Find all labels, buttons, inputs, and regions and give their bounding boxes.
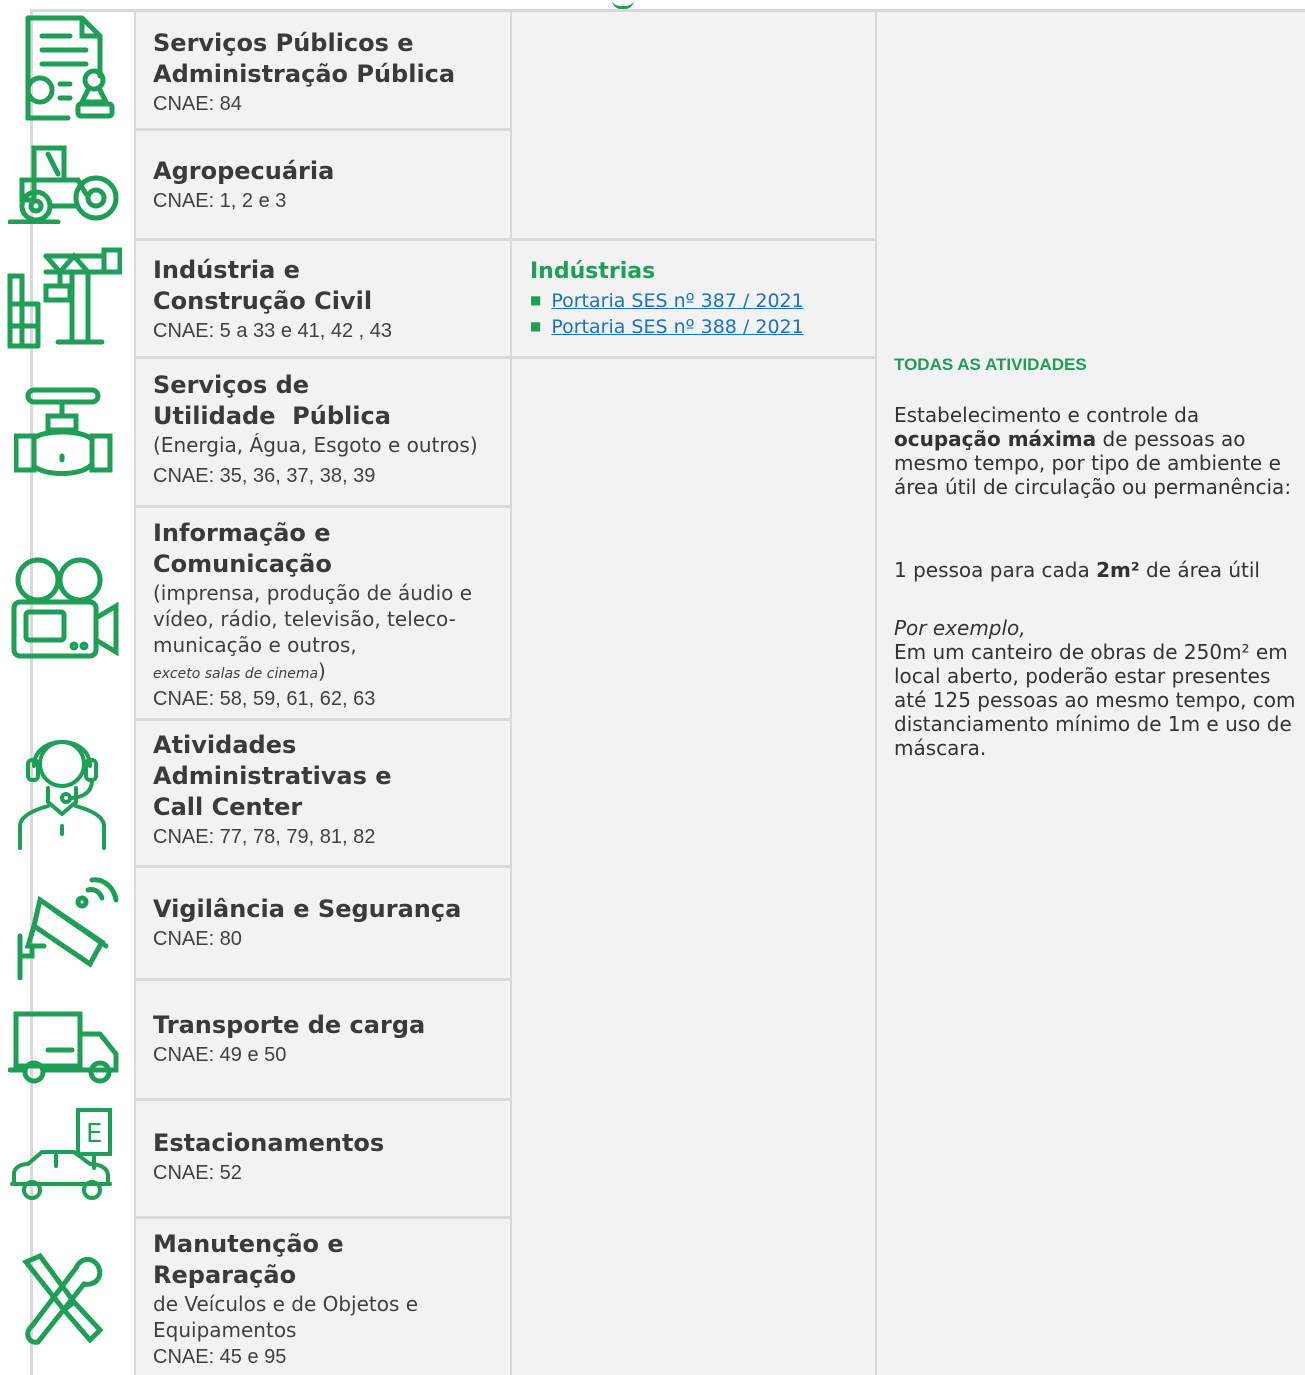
example-label: Por exemplo,: [894, 616, 1026, 640]
sector-cnae: CNAE: 5 a 33 e 41, 42 , 43: [153, 320, 393, 342]
sector-cnae: CNAE: 52: [153, 1162, 242, 1184]
bullet-icon: ■: [530, 293, 542, 307]
sector-cnae: CNAE: 77, 78, 79, 81, 82: [153, 826, 376, 848]
example-paragraph: [894, 616, 1302, 760]
row-divider: [134, 128, 510, 131]
sector-security: [153, 894, 503, 953]
sector-name-line1: Serviços de: [153, 371, 310, 399]
svg-text:E: E: [86, 1119, 103, 1149]
sector-freight: [153, 1010, 503, 1069]
portaria-387-label: Portaria SES nº 387 / 2021: [551, 290, 804, 312]
sector-name-line2: Reparação: [153, 1261, 297, 1289]
sector-description: (imprensa, produção de áudio e vídeo, rádio, televisão, teleco-municação e outros,: [153, 581, 473, 657]
ratio-text-b: de área útil: [1146, 558, 1260, 582]
occupancy-text-a: Estabelecimento e controle da: [894, 403, 1200, 427]
ratio-text-a: 1 pessoa para cada: [894, 558, 1090, 582]
ratio-bold: 2m²: [1096, 558, 1140, 582]
sector-administrative: [153, 730, 503, 851]
row-divider: [134, 238, 875, 241]
sector-name: Transporte de carga: [153, 1011, 426, 1039]
occupancy-bold: ocupação máxima: [894, 427, 1097, 451]
sector-description-note: exceto salas de cinema: [153, 666, 319, 682]
truck-icon: [8, 1010, 120, 1086]
security-camera-icon: [14, 876, 120, 980]
sector-name: Agropecuária: [153, 157, 335, 185]
row-divider: [134, 356, 875, 359]
tools-icon: [16, 1252, 108, 1348]
row-divider: [134, 1216, 510, 1219]
headset-agent-icon: [14, 730, 110, 850]
sector-cnae: CNAE: 45 e 95: [153, 1346, 287, 1368]
sector-name-line1: Atividades: [153, 731, 297, 759]
top-accent-mark: [612, 0, 634, 9]
sector-name: Estacionamentos: [153, 1129, 385, 1157]
sector-name-line1: Manutenção e: [153, 1230, 344, 1258]
sector-utilities: [153, 370, 503, 490]
parking-car-icon: [8, 1108, 118, 1208]
sector-communication: [153, 518, 498, 713]
sector-description-close: ): [318, 659, 326, 683]
tractor-icon: [8, 144, 120, 224]
sector-cnae: CNAE: 80: [153, 928, 242, 950]
sector-name-line2: Construção Civil: [153, 287, 373, 315]
sector-parking: [153, 1128, 503, 1187]
crane-icon: [6, 246, 122, 350]
row-divider: [134, 505, 510, 508]
sector-cnae: CNAE: 49 e 50: [153, 1044, 287, 1066]
all-activities-heading: TODAS AS ATIVIDADES: [894, 355, 1087, 374]
sector-cnae: CNAE: 1, 2 e 3: [153, 190, 287, 212]
portaria-388-link[interactable]: [530, 314, 860, 340]
sector-name-line3: Call Center: [153, 793, 303, 821]
industries-title: Indústrias: [530, 259, 656, 284]
portaria-388-label: Portaria SES nº 388 / 2021: [551, 316, 804, 338]
sector-industry: [153, 255, 503, 345]
protocol-column: [510, 12, 875, 1375]
sector-cnae: CNAE: 35, 36, 37, 38, 39: [153, 465, 376, 487]
video-camera-icon: [10, 556, 120, 660]
sector-cnae: CNAE: 58, 59, 61, 62, 63: [153, 688, 376, 710]
valve-pipe-icon: [14, 386, 114, 486]
occupancy-text-b: de pessoas ao mesmo tempo, por tipo de ambiente e área útil de circulação ou permanência:: [894, 427, 1292, 499]
row-divider: [134, 978, 510, 981]
sector-description: (Energia, Água, Esgoto e outros): [153, 433, 478, 457]
row-divider: [134, 865, 510, 868]
sector-public-services: [153, 28, 503, 118]
occupancy-paragraph: [894, 403, 1302, 499]
document-stamp-icon: [8, 14, 120, 122]
sector-description: de Veículos e de Objetos e Equipamentos: [153, 1292, 419, 1342]
bullet-icon: ■: [530, 319, 542, 333]
row-divider: [134, 718, 510, 721]
sector-name: Vigilância e Segurança: [153, 895, 462, 923]
industries-block: [530, 258, 860, 340]
sector-agriculture: [153, 156, 503, 215]
ratio-paragraph: [894, 558, 1302, 582]
example-text: Em um canteiro de obras de 250m² em local aberto, poderão estar presentes até 125 pessoas ao mesmo tempo, com distanciamento mínimo de 1m e uso de máscara.: [894, 640, 1296, 760]
portaria-387-link[interactable]: [530, 288, 860, 314]
sector-name-line2: Utilidade Pública: [153, 402, 391, 430]
sector-name-line2: Administrativas e: [153, 762, 392, 790]
sector-maintenance: [153, 1229, 473, 1371]
sector-name-line1: Indústria e: [153, 256, 300, 284]
row-divider: [134, 1098, 510, 1101]
sector-name-line1: Informação e: [153, 519, 331, 547]
sector-cnae: CNAE: 84: [153, 93, 242, 115]
sector-name-line2: Comunicação: [153, 550, 332, 578]
sector-name: Serviços Públicos e Administração Pública: [153, 29, 456, 88]
